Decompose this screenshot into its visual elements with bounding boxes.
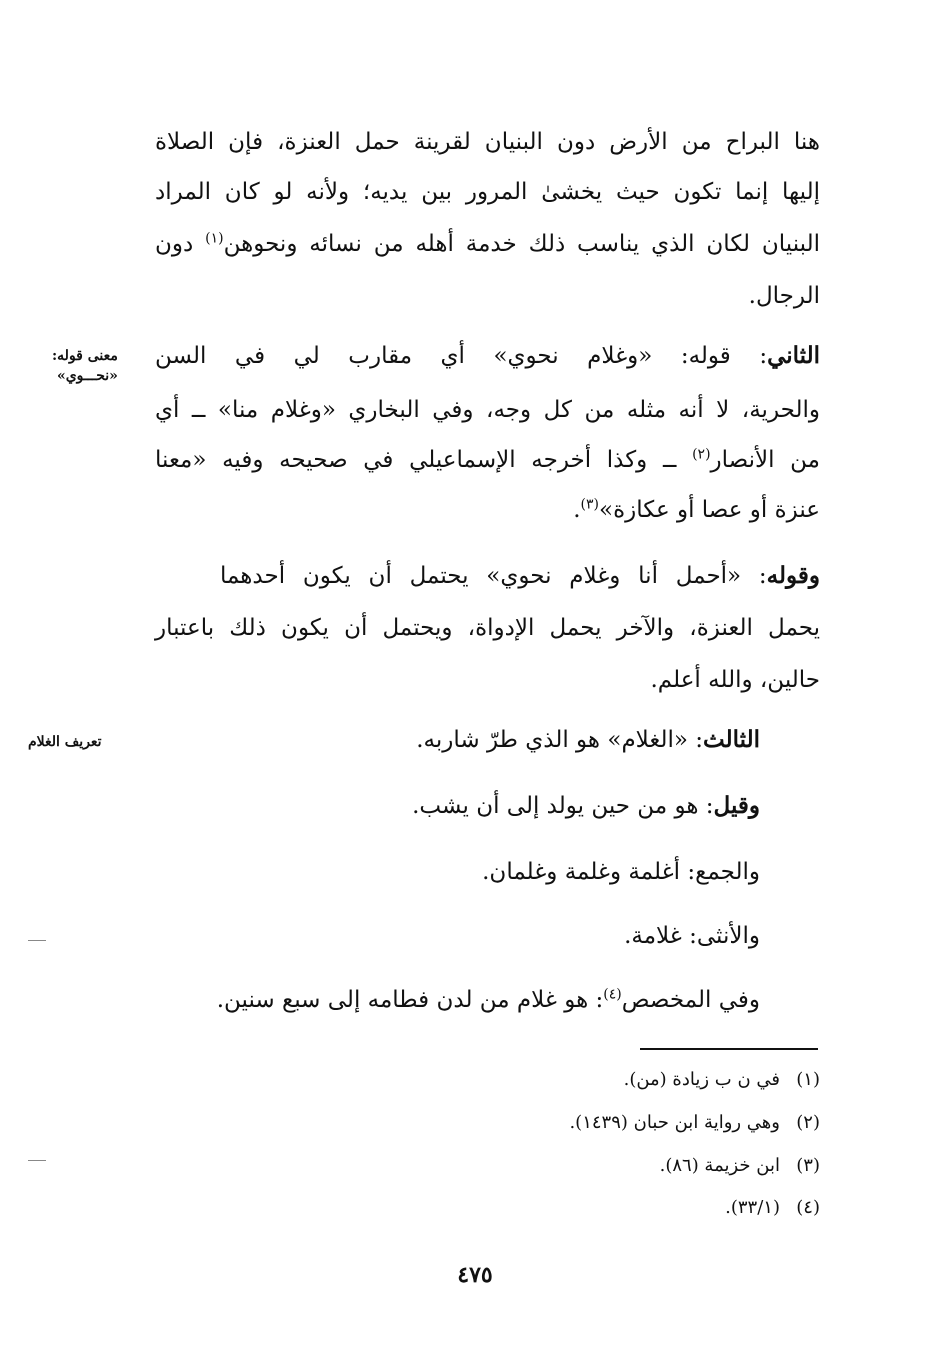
para8-line: وفي المخصص$^{(٤)}$: هو غلام من لدن فطامه إلى سبع سنين. bbox=[216, 986, 760, 1013]
para3-line2: يحمل العنزة، والآخر يحمل الإدواة، ويحتمل أن يكون ذلك باعتبار bbox=[155, 615, 820, 641]
footnote-number: (٤) bbox=[796, 1197, 820, 1218]
footnote-4 bbox=[725, 1195, 820, 1221]
footnote-number: (٢) bbox=[796, 1112, 820, 1133]
para3-line3: حالين، والله أعلم. bbox=[650, 667, 820, 693]
para2-line4: عنزة أو عصا أو عكازة»$^{(٣)}$. bbox=[573, 496, 820, 523]
para5-lead: وقيل bbox=[713, 792, 760, 819]
para4-lead: الثالث bbox=[703, 726, 760, 753]
para3-lead: وقوله bbox=[766, 562, 820, 589]
page-number: ٤٧٥ bbox=[457, 1262, 493, 1288]
para5-line: وقيل: هو من حين يولد إلى أن يشب. bbox=[412, 792, 760, 819]
footnote-number: (١) bbox=[796, 1069, 820, 1090]
para4-line: الثالث: «الغلام» هو الذي طرّ شاربه. bbox=[416, 726, 760, 753]
footnote-1 bbox=[624, 1067, 820, 1093]
footnote-text: وهي رواية ابن حبان (١٤٣٩). bbox=[569, 1112, 780, 1133]
para2-line1: الثاني: قوله: «وغلام نحوي» أي مقارب لي في السن bbox=[155, 342, 820, 369]
para1-line1: هنا البراح من الأرض دون البنيان لقرينة حمل العنزة، فإن الصلاة bbox=[155, 129, 820, 155]
para1-line4: الرجال. bbox=[748, 283, 820, 309]
footnote-text: في ن ب زيادة (من). bbox=[623, 1069, 780, 1090]
edge-mark bbox=[28, 940, 46, 941]
para2-lead: الثاني bbox=[767, 342, 820, 369]
para6-line: والجمع: أغلمة وغلمة وغلمان. bbox=[482, 859, 760, 885]
footnote-ref-1: (١) bbox=[205, 230, 224, 247]
para3-line1: وقوله: «أحمل أنا وغلام نحوي» يحتمل أن يكون أحدهما bbox=[220, 562, 820, 589]
footnote-ref-4: (٤) bbox=[603, 986, 622, 1003]
footnote-separator bbox=[640, 1048, 818, 1050]
footnote-2 bbox=[569, 1110, 820, 1136]
para2-line2: والحرية، لا أنه مثله من كل وجه، وفي البخاري «وغلام منا» ــ أي bbox=[155, 397, 820, 423]
margin-note-definition: تعريف الغلام bbox=[28, 734, 102, 750]
para7-line: والأنثى: غلامة. bbox=[624, 923, 760, 949]
footnote-text: ابن خزيمة (٨٦). bbox=[659, 1155, 780, 1176]
footnote-3 bbox=[660, 1153, 820, 1179]
para2-line3: من الأنصار$^{(٢)}$ ــ وكذا أخرجه الإسماعيلي في صحيحه وفيه «معنا bbox=[155, 446, 820, 473]
footnote-ref-2: (٢) bbox=[692, 446, 711, 463]
footnote-ref-3: (٣) bbox=[580, 496, 600, 513]
margin-note-meaning: معنى قوله: «نحـــوي» bbox=[52, 348, 118, 384]
para1-line3: البنيان لكان الذي يناسب ذلك خدمة أهله من نسائه ونحوهن$^{(١)}$ دون bbox=[155, 230, 820, 257]
footnote-text: (٣٣/١). bbox=[725, 1197, 780, 1218]
para1-line2: إليها إنما تكون حيث يخشىٰ المرور بين يديه؛ ولأنه لو كان المراد bbox=[155, 179, 820, 205]
edge-mark bbox=[28, 1160, 46, 1161]
footnote-number: (٣) bbox=[796, 1155, 820, 1176]
